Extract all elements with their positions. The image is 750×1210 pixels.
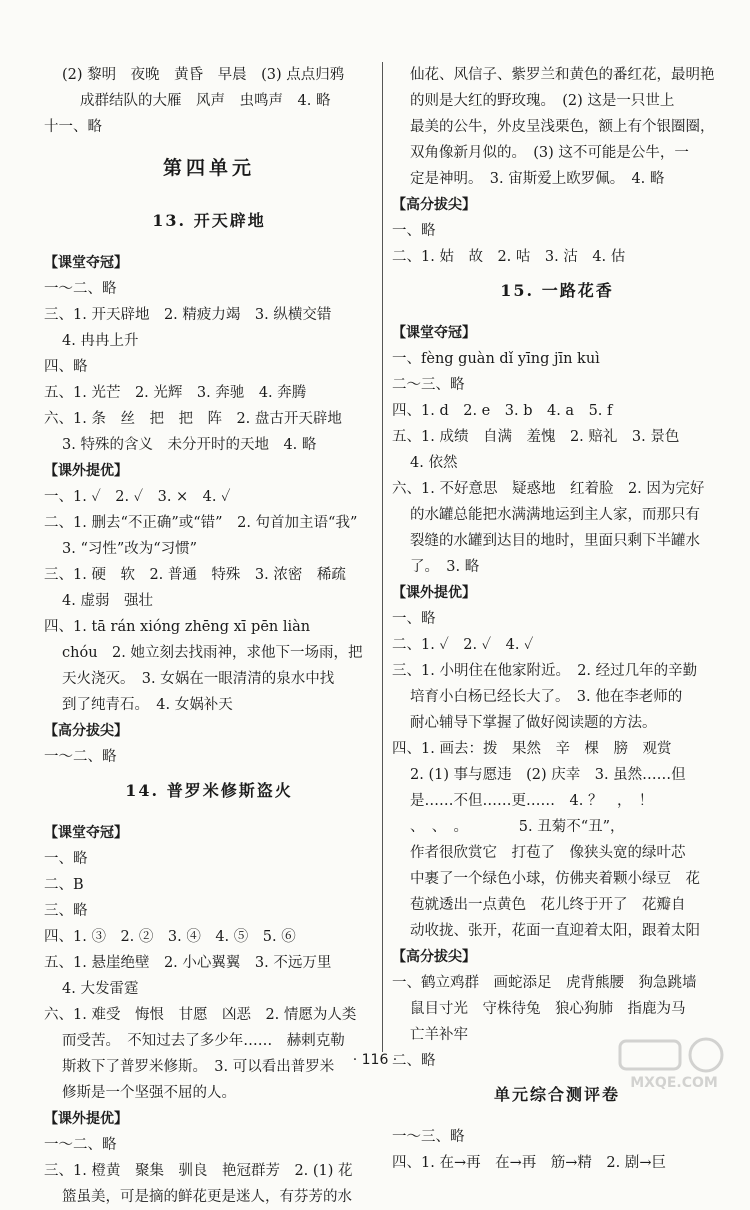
answer-line: 四、略 <box>44 359 88 375</box>
section-heading: 【课外提优】 <box>44 463 128 479</box>
answer-line: 六、1. 条 丝 把 把 阵 2. 盘古开天辟地 <box>44 411 342 427</box>
answer-line: 五、1. 光芒 2. 光辉 3. 奔驰 4. 奔腾 <box>44 385 307 401</box>
answer-line: 三、1. 橙黄 聚集 驯良 艳冠群芳 2. (1) 花 <box>44 1163 353 1179</box>
answer-line: 亡羊补牢 <box>410 1027 468 1043</box>
answer-line: 一、略 <box>44 851 88 867</box>
answer-line: 一、鹤立鸡群 画蛇添足 虎背熊腰 狗急跳墙 <box>392 975 697 991</box>
answer-line: 一～二、略 <box>44 281 117 297</box>
answer-line: 篮虽美，可是摘的鲜花更是迷人，有芬芳的水 <box>62 1189 352 1205</box>
answer-line: 3. 特殊的含义 未分开时的天地 4. 略 <box>62 437 317 453</box>
section-heading: 【课堂夺冠】 <box>44 825 128 841</box>
answer-line: 一～二、略 <box>44 1137 117 1153</box>
unit-title: 第四单元 <box>162 157 255 179</box>
answer-line: 4. 大发雷霆 <box>62 981 139 997</box>
column-divider <box>382 62 383 1052</box>
answer-line: 四、1. 画去：拨 果然 辛 棵 膀 观赏 <box>392 741 672 757</box>
answer-line: 最美的公牛，外皮呈浅栗色，额上有个银圈圈， <box>410 119 715 135</box>
watermark-icon <box>610 1033 738 1093</box>
answer-line: 苞就透出一点黄色 花儿终于开了 花瓣自 <box>410 897 686 913</box>
answer-line: 三、1. 硬 软 2. 普通 特殊 3. 浓密 稀疏 <box>44 567 346 583</box>
answer-line: 四、1. tā rán xióng zhēng xī pēn liàn <box>44 619 311 635</box>
answer-line: 十一、略 <box>44 119 102 135</box>
answer-line: 仙花、风信子、紫罗兰和黄色的番红花，最明艳 <box>410 67 715 83</box>
answer-line: 作者很欣赏它 打苞了 像狭头宽的绿叶芯 <box>410 845 686 861</box>
answer-line: 一～三、略 <box>392 1129 465 1145</box>
answer-line: 动收拢、张开，花面一直迎着太阳，跟着太阳 <box>410 923 700 939</box>
answer-line: 修斯是一个坚强不屈的人。 <box>62 1085 236 1101</box>
answer-line: 了。 3. 略 <box>410 559 480 575</box>
answer-line: 五、1. 悬崖绝壁 2. 小心翼翼 3. 不远万里 <box>44 955 332 971</box>
lesson-title: 单元综合测评卷 <box>493 1085 620 1104</box>
answer-line: 4. 冉冉上升 <box>62 333 139 349</box>
answer-line: 五、1. 成绩 自满 羞愧 2. 赔礼 3. 景色 <box>392 429 680 445</box>
answer-line: 四、1. 在→再 在→再 筋→精 2. 剧→巨 <box>392 1155 666 1171</box>
answer-line: 的则是大红的野玫瑰。 (2) 这是一只世上 <box>410 93 675 109</box>
answer-line: 一、略 <box>392 611 436 627</box>
answer-line: 一、略 <box>392 223 436 239</box>
answer-line: 鼠目寸光 守株待兔 狼心狗肺 指鹿为马 <box>410 1001 686 1017</box>
answer-line: 二～三、略 <box>392 377 465 393</box>
answer-line: 双角像新月似的。 (3) 这不可能是公牛，一 <box>410 145 689 161</box>
answer-line: 斯救下了普罗米修斯。 3. 可以看出普罗米 <box>62 1059 335 1075</box>
section-heading: 【高分拔尖】 <box>44 723 128 739</box>
answer-line: 裂缝的水罐到达目的地时，里面只剩下半罐水 <box>410 533 700 549</box>
answer-line: 3. “习性”改为“习惯” <box>62 541 198 557</box>
answer-line: 天火浇灭。 3. 女娲在一眼清清的泉水中找 <box>62 671 335 687</box>
answer-line: 中裹了一个绿色小球，仿佛夹着颗小绿豆 花 <box>410 871 700 887</box>
answer-line: 六、1. 难受 悔恨 甘愿 凶恶 2. 情愿为人类 <box>44 1007 357 1023</box>
answer-line: 4. 虚弱 强壮 <box>62 593 153 609</box>
answer-line: 定是神明。 3. 宙斯爱上欧罗佩。 4. 略 <box>410 171 665 187</box>
section-heading: 【课外提优】 <box>44 1111 128 1127</box>
answer-line: 而受苦。 不知过去了多少年…… 赫剌克勒 <box>62 1033 345 1049</box>
answer-line: 2. (1) 事与愿违 (2) 庆幸 3. 虽然……但 <box>410 767 686 783</box>
watermark-text: MXQE.COM <box>630 1075 718 1091</box>
answer-line: 培育小白杨已经长大了。 3. 他在李老师的 <box>410 689 683 705</box>
page-number: · 116 · <box>352 1052 398 1068</box>
answer-line: 三、略 <box>44 903 88 919</box>
answer-line: 三、1. 开天辟地 2. 精疲力竭 3. 纵横交错 <box>44 307 332 323</box>
answer-line: 是……不但……更…… 4. ？ ， ！ <box>410 793 654 809</box>
section-heading: 【高分拔尖】 <box>392 949 476 965</box>
answer-line: 一～二、略 <box>44 749 117 765</box>
answer-line: chóu 2. 她立刻去找雨神，求他下一场雨，把 <box>62 645 363 661</box>
answer-line: 二、1. 姑 故 2. 咕 3. 沽 4. 估 <box>392 249 626 265</box>
answer-line: 三、1. 小明住在他家附近。 2. 经过几年的辛勤 <box>392 663 698 679</box>
answer-line: 六、1. 不好意思 疑惑地 红着脸 2. 因为完好 <box>392 481 705 497</box>
answer-line: 一、1. ✓ 2. ✓ 3. × 4. ✓ <box>44 489 231 505</box>
answer-line: 四、1. ③ 2. ② 3. ④ 4. ⑤ 5. ⑥ <box>44 929 296 945</box>
section-heading: 【高分拔尖】 <box>392 197 476 213</box>
answer-line: 四、1. d 2. e 3. b 4. a 5. f <box>392 403 613 419</box>
left-column <box>44 62 374 1210</box>
answer-line: (2) 黎明 夜晚 黄昏 早晨 (3) 点点归鸦 <box>62 67 345 83</box>
lesson-title: 13. 开天辟地 <box>152 211 266 230</box>
answer-line: 4. 依然 <box>410 455 458 471</box>
section-heading: 【课堂夺冠】 <box>44 255 128 271</box>
section-heading: 【课外提优】 <box>392 585 476 601</box>
watermark-logo <box>610 1033 738 1093</box>
right-column <box>392 62 722 1176</box>
answer-line: 的水罐总能把水满满地运到主人家，而那只有 <box>410 507 700 523</box>
lesson-title: 15. 一路花香 <box>500 281 614 300</box>
answer-line: 成群结队的大雁 风声 虫鸣声 4. 略 <box>80 93 331 109</box>
lesson-title: 14. 普罗米修斯盗火 <box>125 781 293 800</box>
answer-line: 二、B <box>44 877 84 893</box>
answer-line: 二、略 <box>392 1053 436 1069</box>
answer-line: 二、1. ✓ 2. ✓ 4. ✓ <box>392 637 534 653</box>
section-heading: 【课堂夺冠】 <box>392 325 476 341</box>
answer-line: 一、fèng guàn dǐ yīng jīn kuì <box>392 351 600 367</box>
answer-line: 到了纯青石。 4. 女娲补天 <box>62 697 233 713</box>
answer-line: 二、1. 删去“不正确”或“错” 2. 句首加主语“我” <box>44 515 358 531</box>
answer-line: 耐心辅导下掌握了做好阅读题的方法。 <box>410 715 657 731</box>
answer-line: 、 、 。 5. 丑菊不“丑”， <box>410 819 625 835</box>
